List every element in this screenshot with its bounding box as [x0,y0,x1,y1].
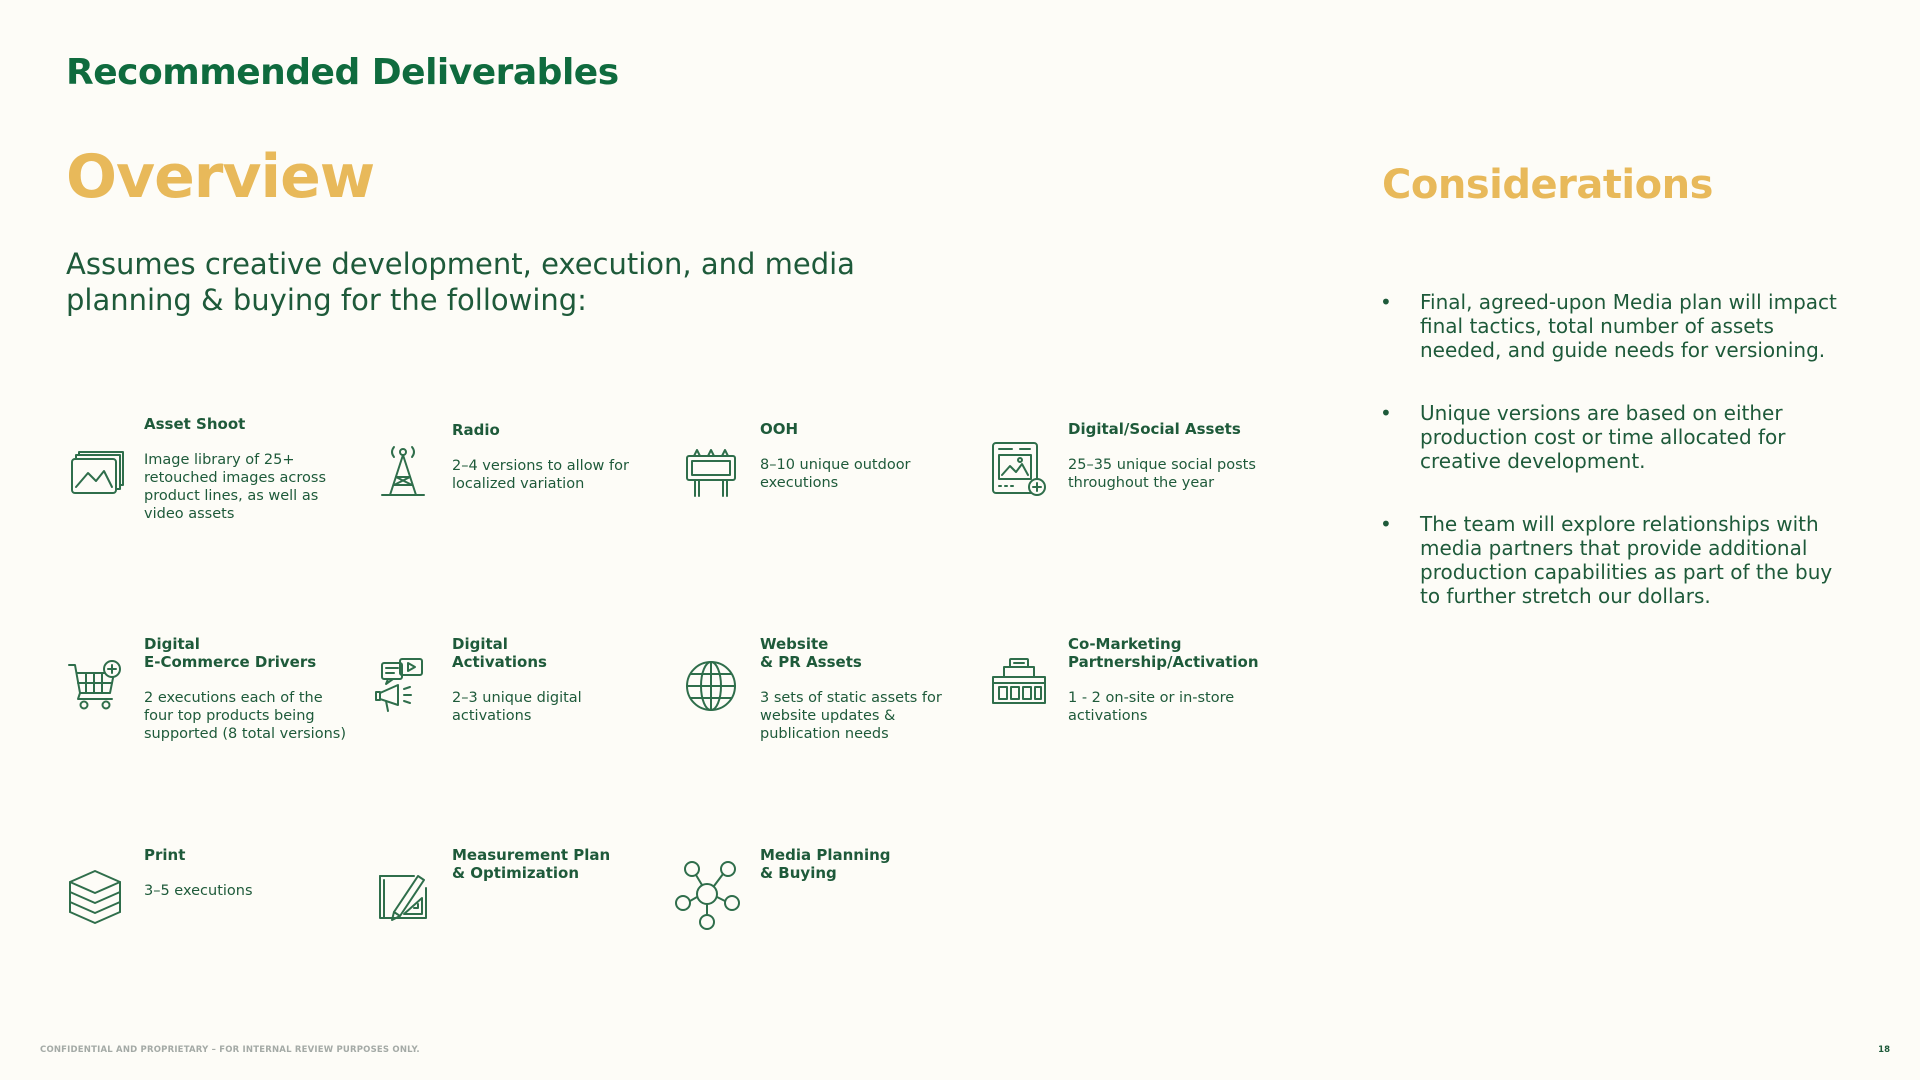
list-item [1380,290,1840,362]
globe-icon [682,657,740,715]
page-number: 18 [1878,1045,1890,1055]
deliverable-title: Measurement Plan & Optimization [452,846,611,882]
deliverable-co-marketing [990,635,1290,785]
deliverable-desc: 3 sets of static assets for website updates & publication needs [760,690,942,742]
image-library-icon [66,445,124,503]
deliverable-title: Digital Activations [452,635,547,671]
confidential-footer: CONFIDENTIAL AND PROPRIETARY – FOR INTERNAL REVIEW PURPOSES ONLY. [40,1045,420,1055]
deliverable-desc: Image library of 25+ retouched images across product lines, as well as video assets [144,452,327,522]
deliverable-desc: 1 - 2 on-site or in-store activations [1068,690,1235,724]
deliverable-desc: 3–5 executions [144,883,253,899]
intro-text: Assumes creative development, execution, and media planning & buying for the following: [66,247,855,317]
deliverable-title: Media Planning & Buying [760,846,891,882]
bullet: • [1380,290,1392,314]
deliverable-title: Radio [452,421,500,439]
layers-icon [66,868,124,926]
deliverable-title: Asset Shoot [144,415,246,433]
deliverable-website-pr [682,635,982,785]
deliverable-title: OOH [760,420,799,438]
deliverable-ecommerce [66,635,366,785]
deliverable-title: Digital/Social Assets [1068,420,1241,438]
considerations-title: Considerations [1382,162,1713,208]
bullet: • [1380,401,1392,425]
billboard-icon [682,442,740,500]
deliverable-media-planning [674,846,974,996]
blueprint-icon [374,868,432,926]
deliverable-desc: 2–3 unique digital activations [452,690,582,724]
deliverable-digital-social [990,420,1290,570]
consideration-text: Final, agreed-upon Media plan will impact final tactics, total number of assets needed, and guide needs for versioning. [1420,290,1837,362]
list-item [1380,512,1840,608]
deliverable-ooh [682,420,982,570]
network-icon [674,860,740,930]
deliverable-desc: 8–10 unique outdoor executions [760,457,911,491]
bullet: • [1380,512,1392,536]
list-item [1380,401,1840,473]
deliverable-desc: 25–35 unique social posts throughout the year [1068,457,1256,491]
consideration-text: Unique versions are based on either production cost or time allocated for creative development. [1420,401,1786,473]
radio-tower-icon [374,443,432,501]
deliverable-print [66,846,366,996]
consideration-text: The team will explore relationships with media partners that provide additional production capabilities as part of the buy to further stretch our dollars. [1420,512,1833,608]
page-title: Overview [66,142,375,212]
deliverable-asset-shoot [66,415,366,565]
deliverable-digital-activations [374,635,674,785]
deliverable-desc: 2 executions each of the four top products being supported (8 total versions) [144,690,346,742]
considerations-list [1380,290,1840,647]
deliverable-radio [374,421,674,571]
social-post-icon [990,440,1048,498]
section-kicker: Recommended Deliverables [66,52,619,93]
deliverable-measurement [374,846,674,996]
storefront-icon [990,657,1048,715]
deliverable-title: Co-Marketing Partnership/Activation [1068,635,1259,671]
deliverable-title: Digital E-Commerce Drivers [144,635,317,671]
deliverable-title: Print [144,846,186,864]
megaphone-video-icon [374,657,432,715]
deliverable-title: Website & PR Assets [760,635,862,671]
deliverable-desc: 2–4 versions to allow for localized variation [452,458,629,492]
shopping-cart-icon [66,657,124,715]
